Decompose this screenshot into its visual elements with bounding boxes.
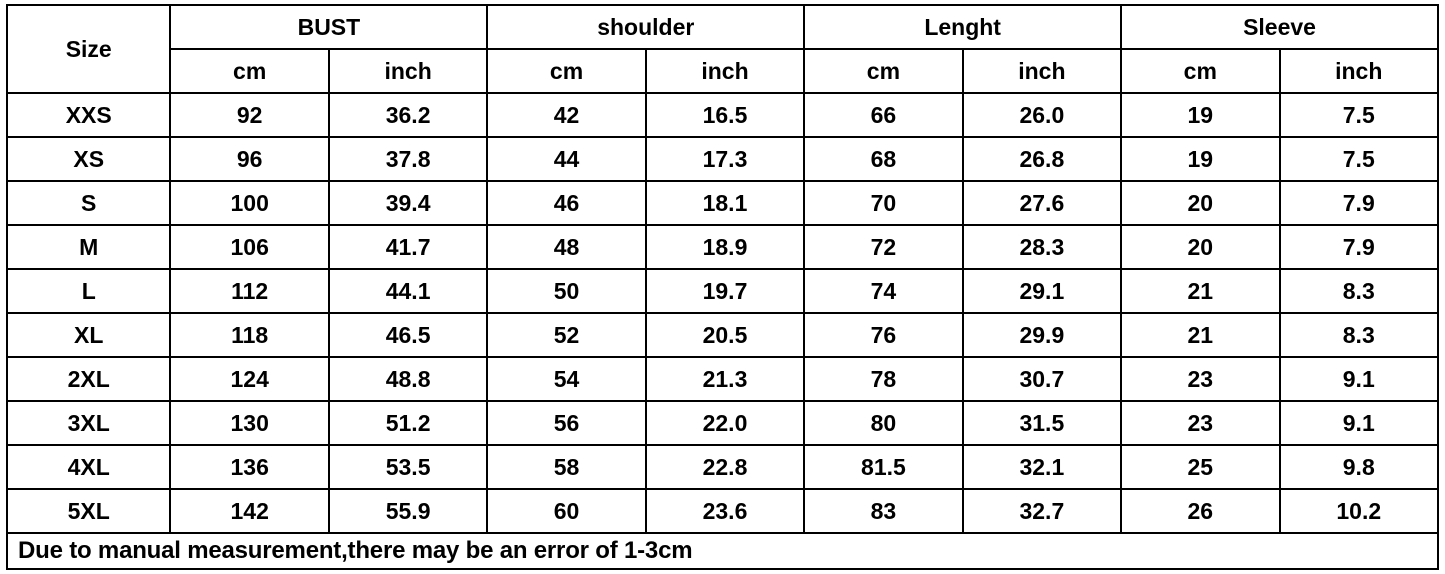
cell-shoulder-inch: 22.0 [646,401,804,445]
cell-shoulder-cm: 46 [487,181,645,225]
cell-shoulder-cm: 60 [487,489,645,533]
header-unit-bust-cm: cm [170,49,328,93]
cell-sleeve-cm: 25 [1121,445,1279,489]
cell-sleeve-cm: 20 [1121,225,1279,269]
cell-length-inch: 27.6 [963,181,1121,225]
cell-bust-cm: 142 [170,489,328,533]
header-group-length: Lenght [804,5,1121,49]
cell-length-cm: 70 [804,181,962,225]
cell-sleeve-cm: 23 [1121,357,1279,401]
cell-shoulder-inch: 17.3 [646,137,804,181]
cell-sleeve-inch: 9.8 [1280,445,1438,489]
cell-sleeve-cm: 21 [1121,269,1279,313]
cell-bust-inch: 51.2 [329,401,487,445]
table-row [7,445,1438,489]
cell-bust-inch: 44.1 [329,269,487,313]
table-row [7,357,1438,401]
row-size-label: L [7,269,170,313]
table-row [7,181,1438,225]
cell-length-cm: 81.5 [804,445,962,489]
cell-bust-cm: 124 [170,357,328,401]
cell-shoulder-inch: 18.9 [646,225,804,269]
cell-bust-cm: 136 [170,445,328,489]
table-row [7,137,1438,181]
row-size-label: 4XL [7,445,170,489]
measurement-note: Due to manual measurement,there may be an error of 1-3cm [6,534,1439,570]
cell-sleeve-inch: 7.5 [1280,137,1438,181]
table-row [7,401,1438,445]
cell-length-cm: 74 [804,269,962,313]
cell-sleeve-cm: 19 [1121,137,1279,181]
cell-shoulder-cm: 48 [487,225,645,269]
table-row [7,269,1438,313]
cell-length-cm: 76 [804,313,962,357]
row-size-label: M [7,225,170,269]
cell-bust-inch: 46.5 [329,313,487,357]
cell-sleeve-inch: 8.3 [1280,313,1438,357]
cell-length-inch: 32.1 [963,445,1121,489]
cell-sleeve-inch: 9.1 [1280,401,1438,445]
header-group-shoulder: shoulder [487,5,804,49]
table-row [7,225,1438,269]
header-unit-shoulder-cm: cm [487,49,645,93]
header-row-groups [7,5,1438,49]
row-size-label: 3XL [7,401,170,445]
cell-length-inch: 26.0 [963,93,1121,137]
cell-bust-cm: 96 [170,137,328,181]
cell-shoulder-cm: 42 [487,93,645,137]
cell-sleeve-inch: 9.1 [1280,357,1438,401]
cell-sleeve-cm: 21 [1121,313,1279,357]
cell-shoulder-inch: 20.5 [646,313,804,357]
cell-length-cm: 80 [804,401,962,445]
cell-length-inch: 28.3 [963,225,1121,269]
cell-bust-cm: 130 [170,401,328,445]
cell-length-cm: 78 [804,357,962,401]
row-size-label: 5XL [7,489,170,533]
table-body [7,93,1438,533]
cell-shoulder-inch: 22.8 [646,445,804,489]
table-header [7,5,1438,93]
header-unit-bust-inch: inch [329,49,487,93]
cell-bust-cm: 106 [170,225,328,269]
cell-shoulder-cm: 44 [487,137,645,181]
cell-sleeve-cm: 19 [1121,93,1279,137]
row-size-label: 2XL [7,357,170,401]
header-unit-sleeve-inch: inch [1280,49,1438,93]
cell-sleeve-cm: 26 [1121,489,1279,533]
cell-sleeve-inch: 8.3 [1280,269,1438,313]
header-size: Size [7,5,170,93]
row-size-label: XXS [7,93,170,137]
header-row-units [7,49,1438,93]
cell-bust-inch: 41.7 [329,225,487,269]
header-group-sleeve: Sleeve [1121,5,1438,49]
row-size-label: XL [7,313,170,357]
cell-length-inch: 32.7 [963,489,1121,533]
size-chart-table [6,4,1439,534]
row-size-label: XS [7,137,170,181]
cell-length-cm: 83 [804,489,962,533]
cell-shoulder-inch: 23.6 [646,489,804,533]
cell-bust-cm: 118 [170,313,328,357]
header-unit-sleeve-cm: cm [1121,49,1279,93]
cell-length-cm: 72 [804,225,962,269]
cell-shoulder-inch: 21.3 [646,357,804,401]
cell-length-inch: 29.9 [963,313,1121,357]
cell-bust-inch: 55.9 [329,489,487,533]
table-row [7,93,1438,137]
cell-bust-cm: 112 [170,269,328,313]
cell-bust-inch: 48.8 [329,357,487,401]
cell-sleeve-inch: 7.9 [1280,225,1438,269]
cell-sleeve-cm: 23 [1121,401,1279,445]
cell-bust-cm: 100 [170,181,328,225]
cell-shoulder-cm: 58 [487,445,645,489]
cell-length-inch: 30.7 [963,357,1121,401]
header-group-bust: BUST [170,5,487,49]
cell-shoulder-cm: 56 [487,401,645,445]
cell-bust-inch: 39.4 [329,181,487,225]
cell-bust-cm: 92 [170,93,328,137]
cell-shoulder-inch: 18.1 [646,181,804,225]
cell-length-inch: 31.5 [963,401,1121,445]
cell-length-cm: 66 [804,93,962,137]
table-row [7,489,1438,533]
cell-shoulder-cm: 52 [487,313,645,357]
cell-shoulder-cm: 50 [487,269,645,313]
cell-bust-inch: 53.5 [329,445,487,489]
cell-sleeve-inch: 7.9 [1280,181,1438,225]
table-row [7,313,1438,357]
header-unit-length-cm: cm [804,49,962,93]
cell-length-cm: 68 [804,137,962,181]
header-unit-shoulder-inch: inch [646,49,804,93]
cell-bust-inch: 37.8 [329,137,487,181]
header-unit-length-inch: inch [963,49,1121,93]
cell-shoulder-cm: 54 [487,357,645,401]
cell-sleeve-inch: 10.2 [1280,489,1438,533]
cell-length-inch: 26.8 [963,137,1121,181]
cell-shoulder-inch: 16.5 [646,93,804,137]
cell-sleeve-cm: 20 [1121,181,1279,225]
cell-bust-inch: 36.2 [329,93,487,137]
row-size-label: S [7,181,170,225]
cell-length-inch: 29.1 [963,269,1121,313]
cell-shoulder-inch: 19.7 [646,269,804,313]
cell-sleeve-inch: 7.5 [1280,93,1438,137]
